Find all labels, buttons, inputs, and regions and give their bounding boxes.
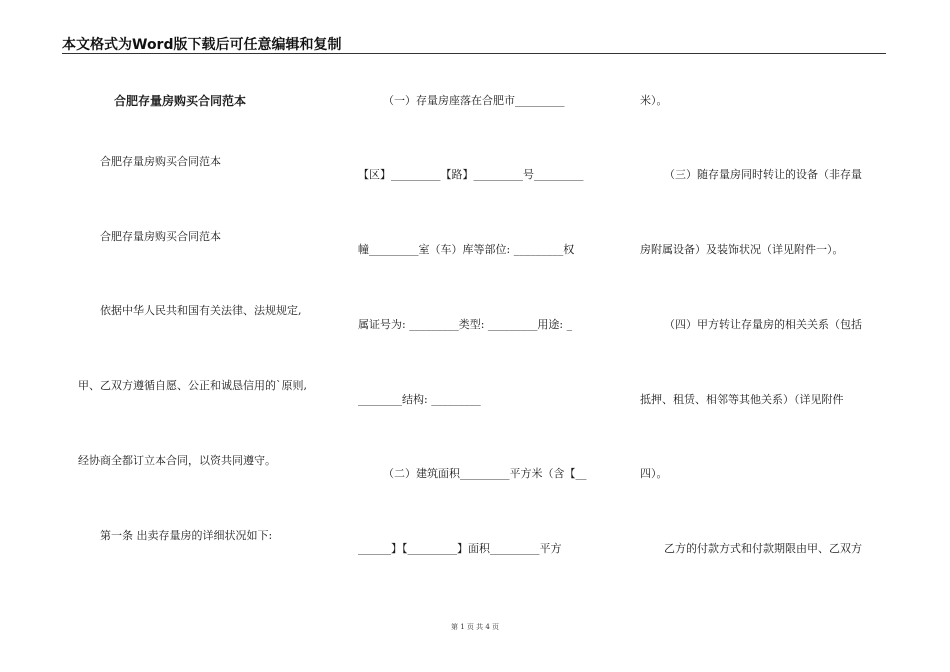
middle-paragraph-line: ______】【_________】面积_________平方: [358, 542, 562, 555]
middle-paragraph-line: 属证号为: _________类型: _________用途: _: [358, 318, 573, 331]
middle-paragraph-line: 【区】_________【路】_________号_________: [358, 168, 584, 181]
right-paragraph-line: 四）。: [640, 467, 668, 480]
document-title: 合肥存量房购买合同范本: [114, 94, 247, 108]
left-paragraph-line: 合肥存量房购买合同范本: [100, 155, 221, 168]
left-paragraph-line: 依据中华人民共和国有关法律、法规规定,: [100, 304, 302, 317]
page-number-footer: 第 1 页 共 4 页: [450, 623, 500, 631]
middle-paragraph-line: （二）建筑面积_________平方米（含【__: [383, 467, 587, 480]
middle-paragraph-line: ________结构: _________: [358, 393, 481, 406]
right-paragraph-line: 乙方的付款方式和付款期限由甲、乙双方: [664, 542, 862, 555]
right-paragraph-line: （四）甲方转让存量房的相关关系（包括: [664, 318, 862, 331]
right-paragraph-line: （三）随存量房同时转让的设备（非存量: [664, 168, 862, 181]
left-paragraph-line: 合肥存量房购买合同范本: [100, 230, 221, 243]
section-heading-first-article: 第一条 出卖存量房的详细状况如下:: [100, 529, 273, 542]
left-paragraph-line: 经协商全都订立本合同，以资共同遵守。: [78, 454, 276, 467]
document-header-banner: 本文格式为Word版下载后可任意编辑和复制: [62, 37, 342, 53]
right-paragraph-line: 房附属设备）及装饰状况（详见附件一）。: [640, 243, 844, 256]
left-paragraph-line: 甲、乙双方遵循自愿、公正和诚恳信用的`原则,: [78, 379, 307, 392]
right-paragraph-line: 抵押、租赁、相邻等其他关系）（详见附件: [640, 393, 844, 406]
middle-paragraph-line: 幢_________室（车）库等部位: _________权: [358, 243, 575, 256]
header-divider: [62, 53, 886, 54]
middle-paragraph-line: （一）存量房座落在合肥市_________: [383, 94, 565, 107]
right-paragraph-line: 米）。: [640, 94, 668, 107]
